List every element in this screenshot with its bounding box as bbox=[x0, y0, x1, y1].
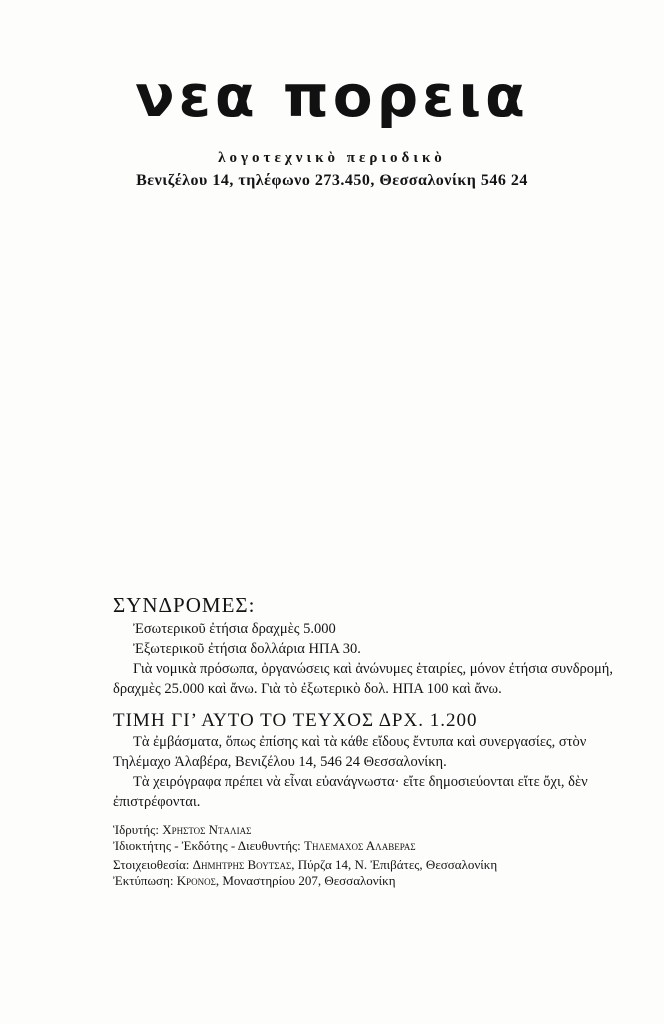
owner-line bbox=[113, 838, 613, 854]
owner-name: Τηλεμαχος Αλαβερας bbox=[304, 838, 416, 853]
production-credits bbox=[113, 857, 613, 889]
founder-name: Χρηστος Ντaλιας bbox=[162, 822, 252, 837]
price-body bbox=[113, 732, 613, 812]
typesetting-line bbox=[113, 857, 613, 873]
foreign-rate: Ἐξωτερικοῦ ἐτήσια δολλάρια ΗΠΑ 30. bbox=[133, 641, 361, 657]
issue-price-heading: ΤΙΜΗ ΓΙ’ ΑΥΤΟ ΤΟ ΤΕΥΧΟΣ ΔΡΧ. 1.200 bbox=[113, 710, 478, 731]
typesetting-label: Στοιχειοθεσία: bbox=[113, 857, 190, 872]
printing-name: Κρονος bbox=[176, 873, 216, 888]
typesetting-address: , Πύρζα 14, Ν. Ἐπιβάτες, Θεσσαλονίκη bbox=[291, 857, 498, 872]
remittances-note: Τὰ ἐμβάσματα, ὅπως ἐπίσης καὶ τὰ κάθε εἴδους ἔντυπα καὶ συνεργασίες, στὸν Τηλέμαχο Ἀλαβέρα, Βενιζέλου 14, 546 24 Θεσσαλονίκη. bbox=[113, 734, 587, 770]
printing-label: Ἐκτύπωση: bbox=[113, 873, 174, 888]
printing-address: , Μοναστηρίου 207, Θεσσαλονίκη bbox=[215, 873, 396, 888]
legal-entities-rate: Γιὰ νομικὰ πρόσωπα, ὀργανώσεις καὶ ἀνώνυμες ἑταιρίες, μόνον ἐτήσια συνδρομή, δραχμὲς 25.000 καὶ ἄνω. Γιὰ τὸ ἐξωτερικὸ δολ. ΗΠΑ 100 καὶ ἄνω. bbox=[113, 661, 614, 697]
founder-line bbox=[113, 822, 613, 838]
masthead-title: νεα πορεια bbox=[135, 62, 529, 130]
owner-label: Ἰδιοκτήτης - Ἐκδότης - Διευθυντής: bbox=[113, 838, 301, 853]
publisher-address: Βενιζέλου 14, τηλέφωνο 273.450, Θεσσαλονίκη 546 24 bbox=[136, 172, 528, 189]
founder-label: Ἱδρυτής: bbox=[113, 822, 159, 837]
typesetting-name: Δημητρης Βουτσας bbox=[192, 857, 292, 872]
printing-line bbox=[113, 873, 613, 889]
subscriptions-heading: ΣΥΝΔΡΟΜΕΣ: bbox=[113, 593, 256, 617]
editorial-credits bbox=[113, 822, 613, 854]
subscriptions-body bbox=[113, 619, 613, 699]
domestic-rate: Ἐσωτερικοῦ ἐτήσια δραχμὲς 5.000 bbox=[133, 621, 336, 637]
subtitle: λογοτεχνικὸ περιοδικὸ bbox=[218, 150, 446, 166]
manuscripts-note: Τὰ χειρόγραφα πρέπει νὰ εἶναι εὐανάγνωστα· εἴτε δημοσιεύονται εἴτε ὄχι, δὲν ἐπιστρέφονται. bbox=[113, 774, 588, 810]
